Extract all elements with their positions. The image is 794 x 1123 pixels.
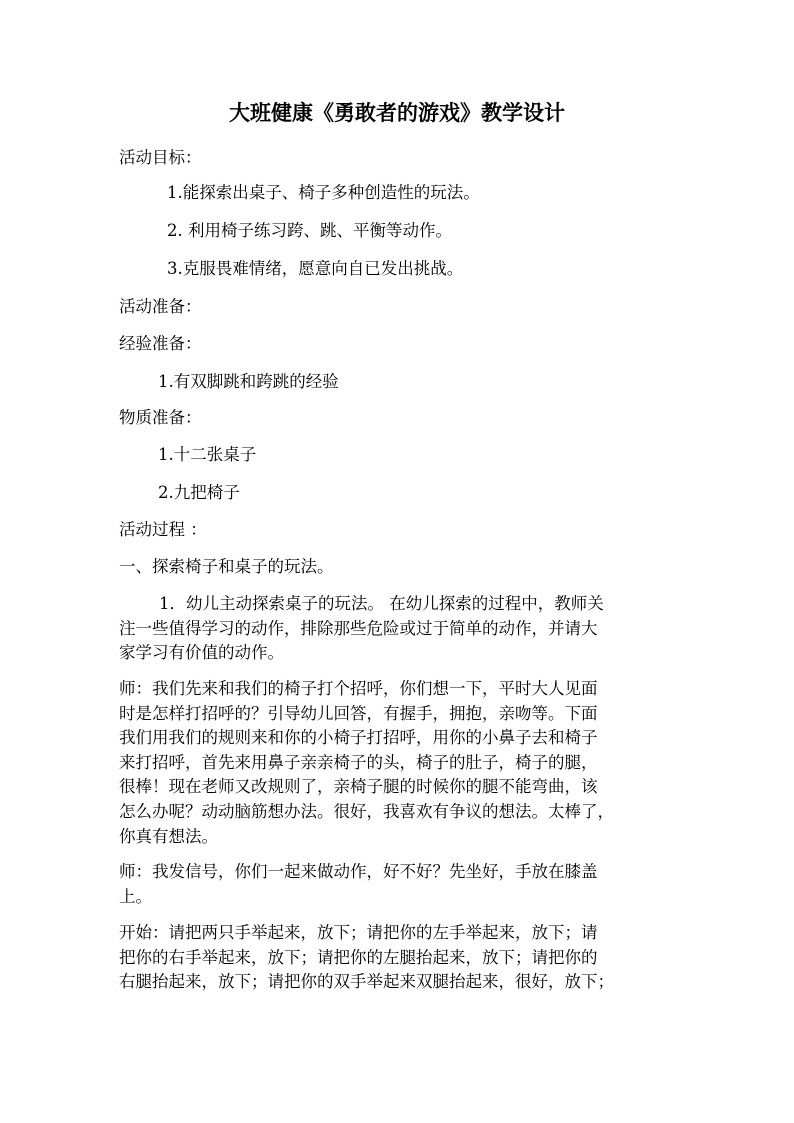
document-title: 大班健康《勇敢者的游戏》教学设计	[229, 100, 565, 125]
paragraph-1	[119, 592, 679, 666]
material-item-1: 1.十二张桌子	[158, 445, 257, 464]
paragraph-3	[119, 860, 679, 909]
process-heading: 活动过程 ：	[119, 520, 207, 539]
paragraph-line: 怎么办呢？动动脑筋想办法。很好，我喜欢有争议的想法。太棒了，	[119, 801, 614, 821]
goal-item-2: 2. 利用椅子练习跨、跳、平衡等动作。	[167, 221, 452, 240]
paragraph-line: 把你的右手举起来，放下；请把你的左腿抬起来，放下；请把你的	[119, 947, 598, 967]
paragraph-line: 来打招呼，首先来用鼻子亲亲椅子的头，椅子的肚子，椅子的腿，	[119, 752, 598, 772]
material-heading: 物质准备：	[119, 408, 202, 427]
prep-heading: 活动准备：	[119, 297, 202, 316]
paragraph-line: 很棒！现在老师又改规则了，亲椅子腿的时候你的腿不能弯曲，该	[119, 777, 598, 797]
goal-item-1: 1.能探索出桌子、椅子多种创造性的玩法。	[167, 183, 480, 202]
goal-item-3: 3.克服畏难情绪，愿意向自已发出挑战。	[167, 259, 464, 278]
paragraph-line: 师：我发信号，你们一起来做动作，好不好？先坐好，手放在膝盖	[119, 862, 598, 881]
experience-heading: 经验准备：	[119, 334, 202, 353]
paragraph-line: 家学习有价值的动作。	[119, 643, 284, 663]
paragraph-line: 时是怎样打招呼的？引导幼儿回答，有握手，拥抱，亲吻等。下面	[119, 703, 598, 723]
goals-heading: 活动目标：	[119, 148, 202, 167]
paragraph-line: 你真有想法。	[119, 826, 218, 846]
paragraph-line: 1．幼儿主动探索桌子的玩法。 在幼儿探索的过程中，教师关	[159, 594, 604, 613]
paragraph-line: 我们用我们的规则来和你的小椅子打招呼，用你的小鼻子去和椅子	[119, 728, 598, 748]
paragraph-line: 上。	[119, 886, 152, 906]
paragraph-line: 开始：请把两只手举起来，放下；请把你的左手举起来，放下；请	[119, 923, 598, 942]
paragraph-2	[119, 677, 679, 849]
paragraph-4	[119, 921, 679, 995]
paragraph-line: 师：我们先来和我们的椅子打个招呼，你们想一下，平时大人见面	[119, 679, 598, 698]
section1-heading: 一、探索椅子和桌子的玩法。	[119, 557, 334, 576]
material-item-2: 2.九把椅子	[158, 483, 240, 502]
paragraph-line: 注一些值得学习的动作，排除那些危险或过于简单的动作，并请大	[119, 618, 598, 638]
paragraph-line: 右腿抬起来，放下；请把你的双手举起来双腿抬起来，很好，放下；	[119, 972, 614, 992]
experience-item-1: 1.有双脚跳和跨跳的经验	[158, 372, 339, 391]
